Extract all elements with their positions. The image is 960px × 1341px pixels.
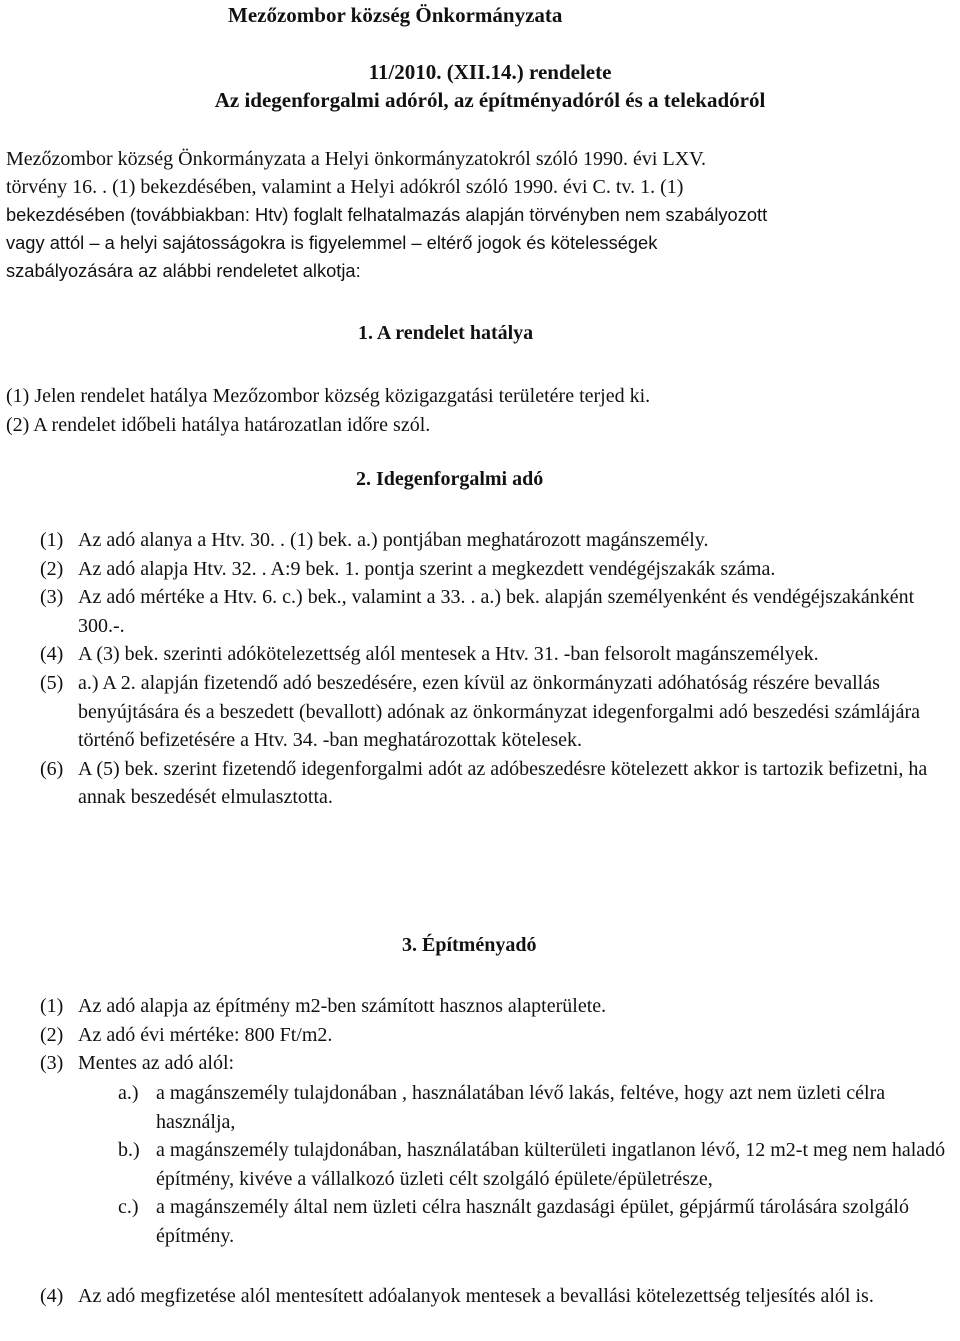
item-text: Az adó megfizetése alól mentesített adóalanyok mentesek a bevallási kötelezettség teljesítés alól is. [78,1285,874,1307]
item-text: Az adó évi mértéke: 800 Ft/m2. [78,1023,333,1046]
list-item [40,755,950,812]
item-letter: b.) [118,1139,140,1162]
list-item [118,1193,958,1250]
list-item [40,1021,950,1050]
section-heading-building-tax: 3. Építményadó [402,934,537,956]
exemption-list [118,1079,958,1251]
preamble-line: bekezdésében (továbbiakban: Htv) foglalt felhatalmazás alapján törvényben nem szabályozott [6,204,768,225]
ordinance-subject: Az idegenforgalmi adóról, az építményadóról és a telekadóról [214,88,766,112]
item-number: (2) [40,1023,64,1046]
ordinance-number: 11/2010. (XII.14.) rendelete [368,60,612,84]
item-text: a magánszemély tulajdonában, használatában külterületi ingatlanon lévő, 12 m2-t meg nem haladó építmény, kivéve a vállalkozó üzleti célt szolgáló épülete/épületrésze, [156,1139,946,1190]
preamble-line: törvény 16. . (1) bekezdésében, valamint a Helyi adókról szóló 1990. évi C. tv. 1. (1) [6,176,684,198]
item-text: a magánszemély tulajdonában , használatában lévő lakás, feltéve, hogy azt nem üzleti célra használja, [156,1082,886,1133]
list-item [40,669,950,755]
item-letter: c.) [118,1196,139,1219]
item-text: Mentes az adó alól: [78,1052,235,1075]
preamble [6,145,956,285]
item-number: (2) [40,557,64,580]
preamble-line: Mezőzombor község Önkormányzata a Helyi önkormányzatokról szóló 1990. évi LXV. [6,148,706,170]
item-text: Az adó alapja az építmény m2-ben számított hasznos alapterülete. [78,995,607,1017]
building-tax-final-item [40,1282,950,1311]
list-item [40,526,950,555]
item-number: (1) [40,995,64,1017]
list-item [40,640,950,669]
list-item [40,555,950,584]
item-number: (5) [40,671,64,694]
item-text: Az adó mértéke a Htv. 6. c.) bek., valamint a 33. . a.) bek. alapján személyenként és vendégéjszakánként 300.-. [78,586,915,637]
item-number: (4) [40,643,64,666]
list-item [40,992,950,1021]
scope-paragraph: (1) Jelen rendelet hatálya Mezőzombor község közigazgatási területére terjed ki. [6,385,651,407]
item-text: Az adó alapja Htv. 32. . A:9 bek. 1. pontja szerint a megkezdett vendégéjszakák száma. [78,557,776,580]
item-text: A (5) bek. szerint fizetendő idegenforgalmi adót az adóbeszedésre kötelezett akkor is tartozik befizetni, ha annak beszedését elmulasztotta. [78,757,928,809]
building-tax-list [40,992,950,1078]
tourist-tax-list [40,526,950,812]
list-item [40,1049,950,1078]
document-title: Mezőzombor község Önkormányzata [228,3,563,27]
section-heading-tourist-tax: 2. Idegenforgalmi adó [356,468,544,490]
item-number: (6) [40,757,64,780]
list-item [40,583,950,640]
item-text: a magánszemély által nem üzleti célra használt gazdasági épület, gépjármű tárolására szolgáló építmény. [156,1196,909,1247]
item-text: Az adó alanya a Htv. 30. . (1) bek. a.) pontjában meghatározott magánszemély. [78,529,709,551]
scope-paragraph: (2) A rendelet időbeli hatálya határozatlan időre szól. [6,414,431,436]
list-item [118,1136,958,1193]
item-text: a.) A 2. alapján fizetendő adó beszedésére, ezen kívül az önkormányzati adóhatóság részére bevallás benyújtására és a beszedett (bevallott) adónak az önkormányzat idegenforgalmi adó beszedési számlájára történő befizetésére a Htv. 34. -ban meghatározottak kötelesek. [78,671,921,752]
item-number: (3) [40,586,64,609]
ordinance-header [0,58,960,114]
item-letter: a.) [118,1082,139,1104]
item-number: (1) [40,529,64,551]
preamble-line: szabályozására az alábbi rendeletet alkotja: [6,260,361,281]
preamble-line: vagy attól – a helyi sajátosságokra is figyelemmel – eltérő jogok és kötelességek [6,232,658,253]
list-item [40,1282,950,1311]
list-item [118,1079,958,1136]
item-text: A (3) bek. szerinti adókötelezettség alól mentesek a Htv. 31. -ban felsorolt magánszemélyek. [78,643,819,666]
item-number: (3) [40,1052,64,1075]
section-heading-scope: 1. A rendelet hatálya [358,322,534,344]
item-number: (4) [40,1285,64,1307]
